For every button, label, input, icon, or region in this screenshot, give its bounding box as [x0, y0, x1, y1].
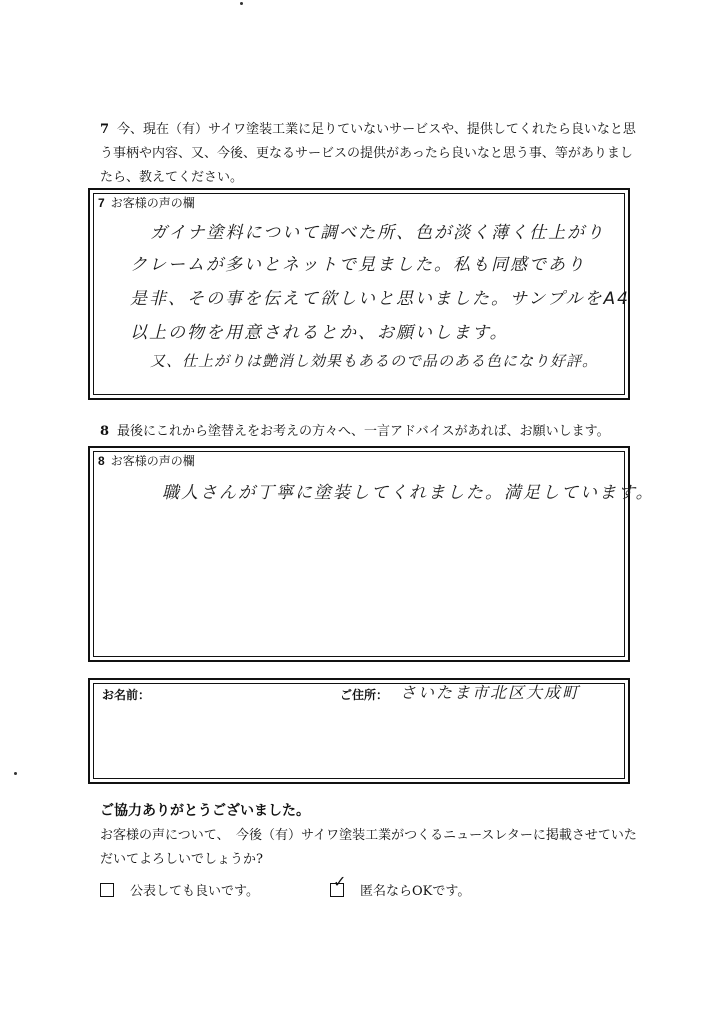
consent-question: お客様の声について、 今後（有）サイワ塗装工業がつくるニュースレターに掲載させていただいてよろしいでしょうか?	[100, 828, 637, 867]
question-7-text: 今、現在（有）サイワ塗装工業に足りていないサービスや、提供してくれたら良いなと思う事柄や内容、又、今後、更なるサービスの提供があったら良いなと思う事、等がありましたら、教えてください。	[100, 122, 636, 185]
thanks-message: ご協力ありがとうございました。	[100, 802, 310, 818]
public-checkbox[interactable]	[100, 883, 114, 897]
name-label: お名前：	[102, 688, 151, 702]
contact-box	[88, 678, 630, 784]
answer-box-7-label: 7 お客様の声の欄	[98, 196, 195, 210]
answer-7-line-3: 是非、その事を伝えて欲しいと思いました。サンプルをA4	[130, 289, 630, 309]
question-7-number: 7	[100, 122, 110, 137]
option-anonymous[interactable]	[330, 871, 471, 899]
answer-8-line-1: 職人さんが丁寧に塗装してくれました。満足しています。	[162, 483, 655, 503]
option-anonymous-label: 匿名ならOKです。	[360, 884, 471, 899]
option-public-label: 公表しても良いです。	[130, 884, 259, 899]
option-public[interactable]	[100, 880, 259, 899]
answer-box-7	[88, 188, 630, 400]
scan-speck	[240, 2, 243, 5]
address-value: さいたま市北区大成町	[400, 683, 581, 702]
anonymous-checkbox[interactable]	[330, 871, 347, 897]
question-7	[100, 118, 640, 190]
answer-7-line-2: クレームが多いとネットで見ました。私も同感であり	[130, 255, 586, 275]
answer-7-line-4: 以上の物を用意されるとか、お願いします。	[130, 323, 509, 343]
question-8-text: 最後にこれから塗替えをお考えの方々へ、一言アドバイスがあれば、お願いします。	[117, 424, 610, 439]
question-8	[100, 420, 640, 444]
answer-box-8	[88, 446, 655, 662]
question-8-number: 8	[100, 424, 110, 439]
check-mark-icon: ✓	[333, 871, 347, 891]
address-label: ご住所：	[340, 688, 389, 702]
answer-7-line-1: ガイナ塗料について調べた所、色が淡く薄く仕上がり	[150, 223, 606, 243]
scan-speck	[14, 772, 17, 775]
answer-7-line-5: 又、仕上がりは艶消し効果もあるので品のある色になり好評。	[150, 352, 599, 370]
answer-box-8-label: 8 お客様の声の欄	[98, 454, 195, 468]
